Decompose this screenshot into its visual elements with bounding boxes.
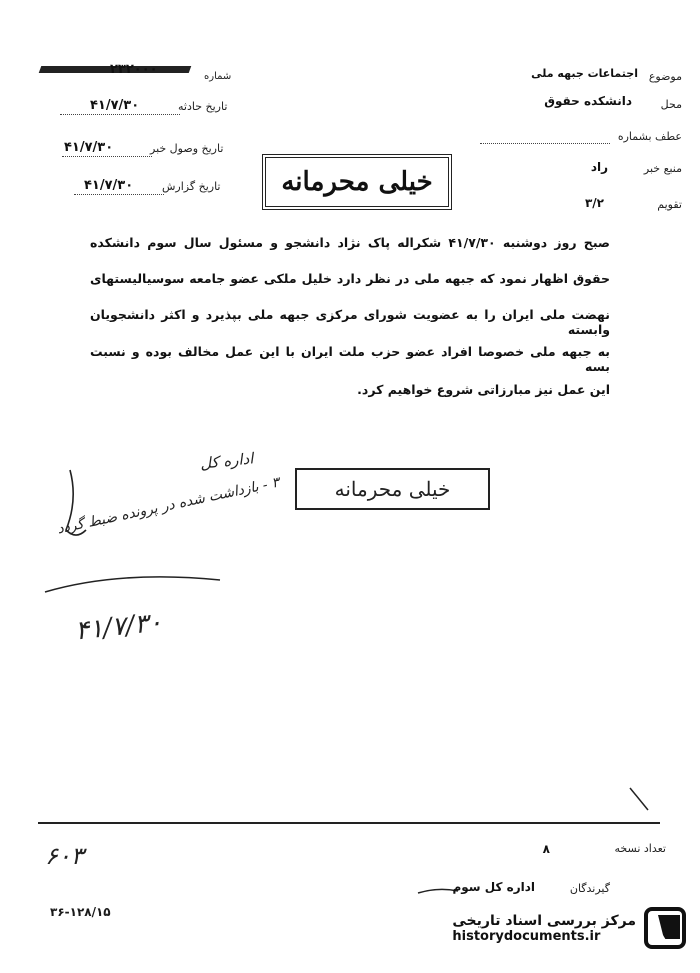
recipients-value: اداره کل سوم [452,880,535,894]
body-line-4: به جبهه ملی خصوصا افراد عضو حزب ملت ایران با این عمل مخالف بوده و نسبت بسه [90,344,610,374]
event-date-label: تاریخ حادثه [178,100,228,113]
body-line-3: نهضت ملی ایران را به عضویت شورای مرکزی جبهه ملی بپذیرد و اکثر دانشجویان وابسته [90,307,610,337]
place-value: دانشکده حقوق [544,94,632,108]
handwritten-date: ۴۱/۷/۳۰ [73,607,164,647]
watermark-url: historydocuments.ir [452,928,601,944]
body-line-2: حقوق اظهار نمود که جبهه ملی در نظر دارد خلیل ملکی عضو جامعه سوسیالیستهای [90,271,610,286]
event-date-value: ۴۱/۷/۳۰ [90,98,140,113]
copies-value: ۸ [542,842,550,856]
source-value: راد [590,160,608,174]
recipients-label: گیرندگان [569,882,610,895]
number-value: ۲۳۲۰۰۰ [110,62,158,77]
report-date-value: ۴۱/۷/۳۰ [84,178,134,193]
classification-stamp: خیلی محرمانه [262,154,452,210]
archive-logo-icon [644,905,690,951]
receipt-date-value: ۴۱/۷/۳۰ [64,140,114,155]
handwritten-note-2: ۳ - بازداشت شده در پرونده ضبط گردد [55,474,281,538]
rating-value: ۳/۲ [584,196,604,210]
ref-label: عطف بشماره [617,130,682,143]
receipt-date-label: تاریخ وصول خبر [150,142,224,155]
watermark-name: مرکز بررسی اسناد تاریخی [452,912,636,929]
subject-label: موضوع [648,70,682,83]
body-line-5: این عمل نیز مبارزاتی شروع خواهیم کرد. [357,382,610,397]
body-line-1: صبح روز دوشنبه ۴۱/۷/۳۰ شکراله پاک نژاد دانشجو و مسئول سال سوم دانشکده [90,235,610,250]
footer-divider [38,822,660,824]
rating-label: تقویم [657,198,682,211]
report-date-label: تاریخ گزارش [162,180,221,193]
place-label: محل [660,98,682,111]
handwritten-note-1: اداره کل [199,449,255,473]
number-label: شماره [204,71,232,82]
watermark-text [452,913,636,944]
footer-code: ۳۶-۱۲۸/۱۵ [50,905,111,919]
handwritten-bottom-left: ۶۰۳ [45,842,84,870]
secondary-stamp: خیلی محرمانه [295,468,490,510]
copies-label: تعداد نسخه [614,842,666,855]
subject-value: اجتماعات جبهه ملی [531,67,638,80]
source-label: منبع خبر [643,162,682,175]
watermark [452,905,690,951]
